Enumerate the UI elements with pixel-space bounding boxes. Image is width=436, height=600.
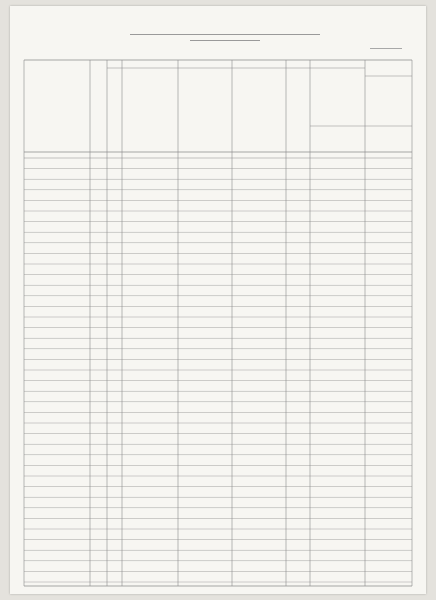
- table-grid: [10, 6, 426, 594]
- document-page: [10, 6, 426, 594]
